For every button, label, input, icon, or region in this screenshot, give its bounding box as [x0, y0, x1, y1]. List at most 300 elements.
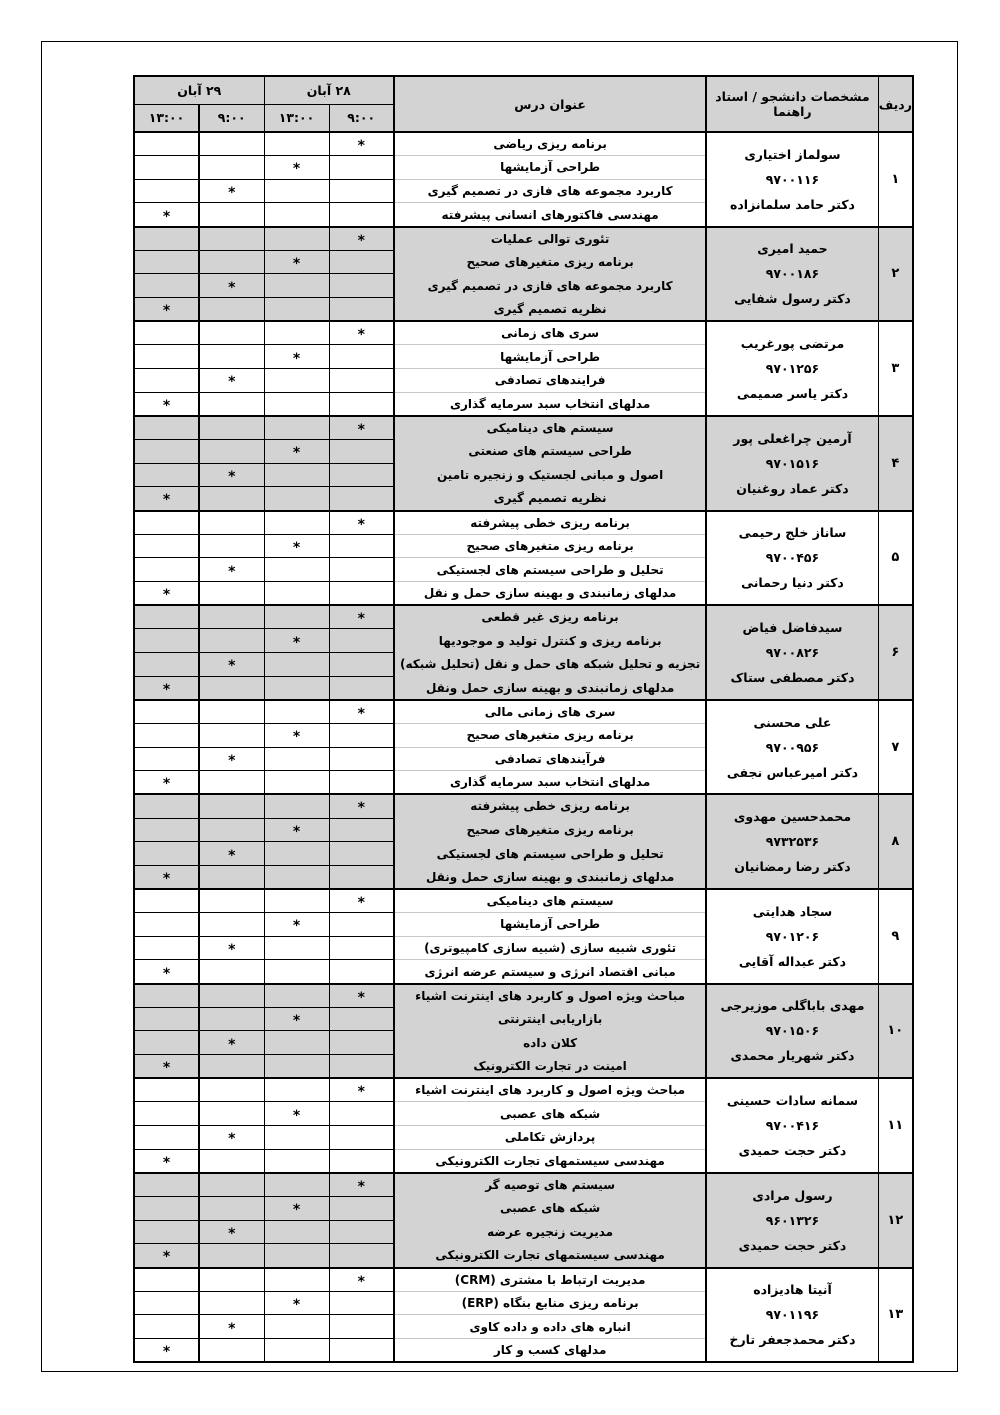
slot-28-1300	[264, 298, 329, 322]
slot-29-1300	[134, 392, 199, 416]
course-title: انباره های داده و داده کاوی	[394, 1315, 706, 1339]
course-title: طراحی آزمایشها	[394, 345, 706, 369]
exam-mark: *	[162, 303, 171, 320]
slot-29-0900	[199, 1126, 264, 1150]
slot-28-1300	[264, 487, 329, 511]
slot-28-0900	[329, 1315, 394, 1339]
slot-29-1300	[134, 1338, 199, 1362]
slot-28-0900	[329, 1007, 394, 1031]
slot-29-1300	[134, 1055, 199, 1079]
slot-28-1300	[264, 629, 329, 653]
slot-29-0900	[199, 179, 264, 203]
course-title: برنامه ریزی متغیرهای صحیح	[394, 534, 706, 558]
slot-29-0900	[199, 1315, 264, 1339]
student-info-cell	[706, 700, 878, 795]
student-info-cell	[706, 794, 878, 889]
slot-28-1300	[264, 936, 329, 960]
exam-mark: *	[228, 942, 236, 959]
slot-28-1300	[264, 1149, 329, 1173]
student-name: آنیتا هادیزاده	[753, 1282, 832, 1298]
slot-28-0900	[329, 179, 394, 203]
slot-28-1300	[264, 1291, 329, 1315]
exam-mark: *	[228, 752, 236, 769]
slot-28-1300	[264, 156, 329, 180]
student-name: سمانه سادات حسینی	[726, 1093, 859, 1109]
slot-28-1300	[264, 1031, 329, 1055]
course-row	[134, 416, 913, 440]
student-id: ۹۷۳۲۵۳۶	[765, 834, 820, 850]
course-row	[134, 1173, 913, 1197]
course-title: فرایندهای تصادفی	[394, 369, 706, 393]
header-date-29-aban: ۲۹ آبان	[134, 76, 264, 104]
slot-29-0900	[199, 865, 264, 889]
slot-29-1300	[134, 179, 199, 203]
slot-28-1300	[264, 652, 329, 676]
student-name: آرمین چراغعلی پور	[733, 430, 852, 446]
course-row	[134, 794, 913, 818]
slot-28-0900	[329, 298, 394, 322]
exam-mark: *	[292, 1107, 301, 1124]
slot-28-1300	[264, 984, 329, 1008]
course-row	[134, 984, 913, 1008]
course-title: تئوری شبیه سازی (شبیه سازی کامپیوتری)	[394, 936, 706, 960]
exam-mark: *	[357, 1084, 365, 1101]
slot-29-1300	[134, 1031, 199, 1055]
student-id: ۹۶۰۱۳۲۶	[765, 1212, 820, 1228]
slot-28-1300	[264, 913, 329, 937]
slot-29-0900	[199, 274, 264, 298]
course-title: برنامه ریزی ریاضی	[394, 132, 706, 156]
course-title: طراحی آزمایشها	[394, 913, 706, 937]
slot-29-0900	[199, 747, 264, 771]
row-number: ۴	[878, 416, 913, 511]
slot-29-0900	[199, 984, 264, 1008]
course-title: بازاریابی اینترنتی	[394, 1007, 706, 1031]
slot-28-1300	[264, 1197, 329, 1221]
row-number: ۱۱	[878, 1078, 913, 1173]
slot-29-0900	[199, 534, 264, 558]
slot-29-0900	[199, 298, 264, 322]
slot-29-0900	[199, 676, 264, 700]
exam-mark: *	[228, 847, 236, 864]
course-title: تئوری توالی عملیات	[394, 227, 706, 251]
slot-28-0900	[329, 913, 394, 937]
exam-mark: *	[162, 397, 171, 414]
course-title: طراحی آزمایشها	[394, 156, 706, 180]
advisor-name: دکتر دنیا رحمانی	[741, 575, 844, 591]
slot-28-1300	[264, 865, 329, 889]
slot-29-0900	[199, 321, 264, 345]
student-id: ۹۷۰۰۱۸۶	[765, 266, 820, 282]
course-title: مهندسی سیستمهای تجارت الکترونیکی	[394, 1149, 706, 1173]
exam-mark: *	[162, 1249, 171, 1266]
slot-28-0900	[329, 321, 394, 345]
slot-29-0900	[199, 463, 264, 487]
exam-mark: *	[162, 587, 171, 604]
exam-mark: *	[357, 1273, 365, 1290]
slot-29-0900	[199, 558, 264, 582]
exam-mark: *	[357, 800, 365, 817]
slot-29-1300	[134, 1268, 199, 1292]
course-title: شبکه های عصبی	[394, 1197, 706, 1221]
exam-schedule-table	[133, 75, 914, 1363]
course-title: مدلهای انتخاب سبد سرمایه گذاری	[394, 392, 706, 416]
slot-28-1300	[264, 1055, 329, 1079]
row-number: ۲	[878, 227, 913, 322]
slot-28-0900	[329, 274, 394, 298]
slot-28-0900	[329, 203, 394, 227]
advisor-name: دکتر حامد سلمانزاده	[729, 196, 855, 212]
slot-29-1300	[134, 581, 199, 605]
slot-29-0900	[199, 652, 264, 676]
slot-29-1300	[134, 984, 199, 1008]
exam-mark: *	[357, 989, 365, 1006]
exam-mark: *	[292, 256, 301, 273]
slot-28-1300	[264, 1268, 329, 1292]
header-time-29-1300: ۱۳:۰۰	[134, 104, 199, 132]
slot-28-1300	[264, 203, 329, 227]
slot-28-0900	[329, 487, 394, 511]
slot-28-0900	[329, 1291, 394, 1315]
student-id: ۹۷۰۰۴۱۶	[765, 1118, 820, 1134]
exam-mark: *	[357, 421, 365, 438]
course-title: مبانی اقتصاد انرژی و سیستم عرضه انرژی	[394, 960, 706, 984]
slot-28-0900	[329, 534, 394, 558]
exam-mark: *	[162, 492, 171, 509]
slot-28-0900	[329, 440, 394, 464]
slot-28-0900	[329, 345, 394, 369]
exam-mark: *	[357, 516, 365, 533]
slot-29-0900	[199, 487, 264, 511]
course-title: پردازش تکاملی	[394, 1126, 706, 1150]
exam-mark: *	[357, 611, 365, 628]
course-title: کاربرد مجموعه های فازی در تصمیم گیری	[394, 274, 706, 298]
exam-mark: *	[292, 1013, 301, 1030]
row-number: ۶	[878, 605, 913, 700]
course-title: برنامه ریزی و کنترل تولید و موجودیها	[394, 629, 706, 653]
course-row	[134, 1078, 913, 1102]
slot-28-0900	[329, 1173, 394, 1197]
course-title: مباحث ویژه اصول و کاربرد های اینترنت اشیاء	[394, 1078, 706, 1102]
exam-mark: *	[357, 232, 365, 249]
slot-28-1300	[264, 392, 329, 416]
exam-mark: *	[228, 1320, 236, 1337]
slot-28-1300	[264, 700, 329, 724]
slot-28-1300	[264, 440, 329, 464]
advisor-name: دکتر امیرعباس نجفی	[726, 764, 859, 780]
slot-28-1300	[264, 463, 329, 487]
course-row	[134, 511, 913, 535]
course-title: شبکه های عصبی	[394, 1102, 706, 1126]
course-row	[134, 605, 913, 629]
slot-28-0900	[329, 369, 394, 393]
student-name: حمید امیری	[757, 241, 828, 257]
exam-mark: *	[357, 327, 365, 344]
course-title: طراحی سیستم های صنعتی	[394, 440, 706, 464]
row-number: ۹	[878, 889, 913, 984]
student-id: ۹۷۰۱۵۱۶	[765, 455, 820, 471]
slot-28-0900	[329, 676, 394, 700]
slot-29-0900	[199, 132, 264, 156]
slot-29-1300	[134, 629, 199, 653]
advisor-name: دکتر رضا رمضانیان	[734, 859, 851, 875]
slot-29-1300	[134, 345, 199, 369]
slot-29-1300	[134, 700, 199, 724]
exam-mark: *	[228, 469, 236, 486]
course-title: مدلهای انتخاب سبد سرمایه گذاری	[394, 771, 706, 795]
slot-28-0900	[329, 1197, 394, 1221]
advisor-name: دکتر شهریار محمدی	[730, 1048, 855, 1064]
row-number: ۱	[878, 132, 913, 227]
slot-28-1300	[264, 321, 329, 345]
slot-28-0900	[329, 558, 394, 582]
course-title: مهندسی سیستمهای تجارت الکترونیکی	[394, 1244, 706, 1268]
slot-29-1300	[134, 156, 199, 180]
student-info-cell	[706, 889, 878, 984]
exam-mark: *	[292, 729, 301, 746]
course-title: مهندسی فاکتورهای انسانی پیشرفته	[394, 203, 706, 227]
schedule-body	[134, 132, 913, 1362]
slot-29-0900	[199, 1031, 264, 1055]
student-name: ساناز خلج رحیمی	[738, 525, 847, 541]
course-title: سیستم های توصیه گر	[394, 1173, 706, 1197]
slot-29-1300	[134, 227, 199, 251]
slot-28-0900	[329, 889, 394, 913]
exam-mark: *	[357, 138, 365, 155]
student-info-cell	[706, 132, 878, 227]
slot-28-0900	[329, 250, 394, 274]
course-title: مدلهای کسب و کار	[394, 1338, 706, 1362]
course-title: برنامه ریزی خطی پیشرفته	[394, 511, 706, 535]
student-name: سجاد هدایتی	[752, 903, 833, 919]
course-title: مباحث ویژه اصول و کاربرد های اینترنت اشیاء	[394, 984, 706, 1008]
advisor-name: دکتر عبداله آقایی	[738, 953, 847, 969]
student-name: رسول مرادی	[752, 1187, 833, 1203]
slot-29-0900	[199, 771, 264, 795]
course-title: کاربرد مجموعه های فازی در تصمیم گیری	[394, 179, 706, 203]
slot-28-1300	[264, 179, 329, 203]
slot-29-1300	[134, 913, 199, 937]
slot-29-0900	[199, 842, 264, 866]
slot-29-0900	[199, 1268, 264, 1292]
advisor-name: دکتر عماد روغنیان	[736, 480, 849, 496]
student-name: محمدحسین مهدوی	[733, 809, 852, 825]
slot-29-0900	[199, 723, 264, 747]
slot-29-0900	[199, 369, 264, 393]
slot-29-1300	[134, 1244, 199, 1268]
course-title: سری های زمانی مالی	[394, 700, 706, 724]
slot-28-0900	[329, 771, 394, 795]
exam-mark: *	[292, 1202, 301, 1219]
exam-mark: *	[162, 681, 171, 698]
course-title: تحلیل و طراحی سیستم های لجستیکی	[394, 558, 706, 582]
slot-28-0900	[329, 1338, 394, 1362]
slot-29-1300	[134, 1197, 199, 1221]
slot-28-0900	[329, 581, 394, 605]
slot-28-1300	[264, 1102, 329, 1126]
slot-29-1300	[134, 250, 199, 274]
header-time-28-1300: ۱۳:۰۰	[264, 104, 329, 132]
slot-28-0900	[329, 1031, 394, 1055]
slot-28-0900	[329, 794, 394, 818]
slot-28-0900	[329, 1126, 394, 1150]
header-course-title: عنوان درس	[394, 76, 706, 132]
slot-29-0900	[199, 605, 264, 629]
slot-29-1300	[134, 203, 199, 227]
slot-28-1300	[264, 1244, 329, 1268]
slot-28-0900	[329, 984, 394, 1008]
course-title: مدلهای زمانبندی و بهینه سازی حمل و نقل	[394, 581, 706, 605]
course-row	[134, 700, 913, 724]
slot-28-1300	[264, 723, 329, 747]
slot-28-1300	[264, 1078, 329, 1102]
slot-29-1300	[134, 487, 199, 511]
student-id: ۹۷۰۰۱۱۶	[765, 171, 820, 187]
slot-29-1300	[134, 416, 199, 440]
slot-28-1300	[264, 818, 329, 842]
slot-28-1300	[264, 250, 329, 274]
slot-29-1300	[134, 511, 199, 535]
slot-28-1300	[264, 227, 329, 251]
advisor-name: دکتر حجت حمیدی	[738, 1143, 847, 1159]
slot-28-0900	[329, 132, 394, 156]
course-title: مدیریت ارتباط با مشتری (CRM)	[394, 1268, 706, 1292]
advisor-name: دکتر مصطفی ستاک	[730, 669, 855, 685]
course-row	[134, 132, 913, 156]
slot-28-1300	[264, 794, 329, 818]
exam-mark: *	[228, 1226, 236, 1243]
slot-29-1300	[134, 1126, 199, 1150]
slot-28-1300	[264, 534, 329, 558]
student-name: علی محسنی	[753, 714, 832, 730]
course-row	[134, 1268, 913, 1292]
exam-mark: *	[292, 1296, 301, 1313]
slot-29-0900	[199, 416, 264, 440]
exam-mark: *	[357, 705, 365, 722]
slot-29-1300	[134, 534, 199, 558]
exam-mark: *	[162, 965, 171, 982]
slot-29-1300	[134, 1078, 199, 1102]
slot-29-0900	[199, 440, 264, 464]
exam-mark: *	[162, 1154, 171, 1171]
slot-29-0900	[199, 1102, 264, 1126]
student-info-cell	[706, 1078, 878, 1173]
slot-29-1300	[134, 1007, 199, 1031]
slot-29-1300	[134, 1102, 199, 1126]
student-info-cell	[706, 984, 878, 1079]
slot-29-0900	[199, 794, 264, 818]
exam-mark: *	[162, 1344, 171, 1361]
slot-28-1300	[264, 605, 329, 629]
student-name: سیدفاضل فیاض	[742, 619, 843, 635]
exam-mark: *	[162, 870, 171, 887]
slot-28-0900	[329, 936, 394, 960]
slot-29-0900	[199, 581, 264, 605]
slot-29-1300	[134, 747, 199, 771]
slot-28-1300	[264, 889, 329, 913]
slot-29-0900	[199, 889, 264, 913]
advisor-name: دکتر حجت حمیدی	[738, 1237, 847, 1253]
course-title: برنامه ریزی خطی پیشرفته	[394, 794, 706, 818]
student-id: ۹۷۰۰۸۲۶	[765, 644, 820, 660]
exam-mark: *	[292, 634, 301, 651]
slot-28-1300	[264, 1338, 329, 1362]
course-row	[134, 889, 913, 913]
row-number: ۵	[878, 511, 913, 606]
slot-29-0900	[199, 1197, 264, 1221]
course-title: کلان داده	[394, 1031, 706, 1055]
slot-29-1300	[134, 558, 199, 582]
row-number: ۱۲	[878, 1173, 913, 1268]
row-number: ۷	[878, 700, 913, 795]
slot-28-1300	[264, 771, 329, 795]
slot-29-1300	[134, 440, 199, 464]
slot-28-1300	[264, 960, 329, 984]
slot-29-1300	[134, 960, 199, 984]
student-info-cell	[706, 511, 878, 606]
slot-29-1300	[134, 723, 199, 747]
student-info-cell	[706, 321, 878, 416]
exam-mark: *	[292, 918, 301, 935]
slot-28-1300	[264, 511, 329, 535]
slot-29-1300	[134, 676, 199, 700]
slot-29-1300	[134, 889, 199, 913]
student-info-cell	[706, 227, 878, 322]
advisor-name: دکتر یاسر صمیمی	[736, 386, 849, 402]
slot-28-0900	[329, 416, 394, 440]
slot-28-0900	[329, 747, 394, 771]
slot-28-1300	[264, 558, 329, 582]
course-title: امینت در تجارت الکترونیک	[394, 1055, 706, 1079]
slot-29-1300	[134, 1149, 199, 1173]
course-title: مدلهای زمانبندی و بهینه سازی حمل ونقل	[394, 865, 706, 889]
slot-28-1300	[264, 416, 329, 440]
slot-29-0900	[199, 345, 264, 369]
slot-28-1300	[264, 842, 329, 866]
slot-29-0900	[199, 227, 264, 251]
exam-mark: *	[228, 185, 236, 202]
exam-mark: *	[292, 161, 301, 178]
course-title: مدلهای زمانبندی و بهینه سازی حمل ونقل	[394, 676, 706, 700]
header-student-info: مشخصات دانشجو / استاد راهنما	[706, 76, 878, 132]
slot-29-1300	[134, 298, 199, 322]
student-info-cell	[706, 1268, 878, 1363]
slot-28-0900	[329, 865, 394, 889]
slot-28-0900	[329, 1102, 394, 1126]
slot-28-0900	[329, 392, 394, 416]
course-title: برنامه ریزی متغیرهای صحیح	[394, 818, 706, 842]
exam-mark: *	[228, 1131, 236, 1148]
student-id: ۹۷۰۰۹۵۶	[765, 739, 820, 755]
student-name: مهدی باباگلی موزیرجی	[720, 998, 865, 1014]
exam-mark: *	[162, 776, 171, 793]
slot-28-0900	[329, 700, 394, 724]
course-title: سری های زمانی	[394, 321, 706, 345]
row-number: ۱۳	[878, 1268, 913, 1363]
slot-29-0900	[199, 1007, 264, 1031]
advisor-name: دکتر رسول شفایی	[734, 291, 851, 307]
slot-28-1300	[264, 274, 329, 298]
row-number: ۳	[878, 321, 913, 416]
slot-28-0900	[329, 629, 394, 653]
exam-mark: *	[228, 563, 236, 580]
advisor-name: دکتر محمدجعفر تارخ	[729, 1332, 856, 1348]
header-time-28-0900: ۹:۰۰	[329, 104, 394, 132]
slot-29-0900	[199, 203, 264, 227]
header-date-row	[134, 76, 913, 104]
header-date-28-aban: ۲۸ آبان	[264, 76, 394, 104]
slot-28-0900	[329, 605, 394, 629]
